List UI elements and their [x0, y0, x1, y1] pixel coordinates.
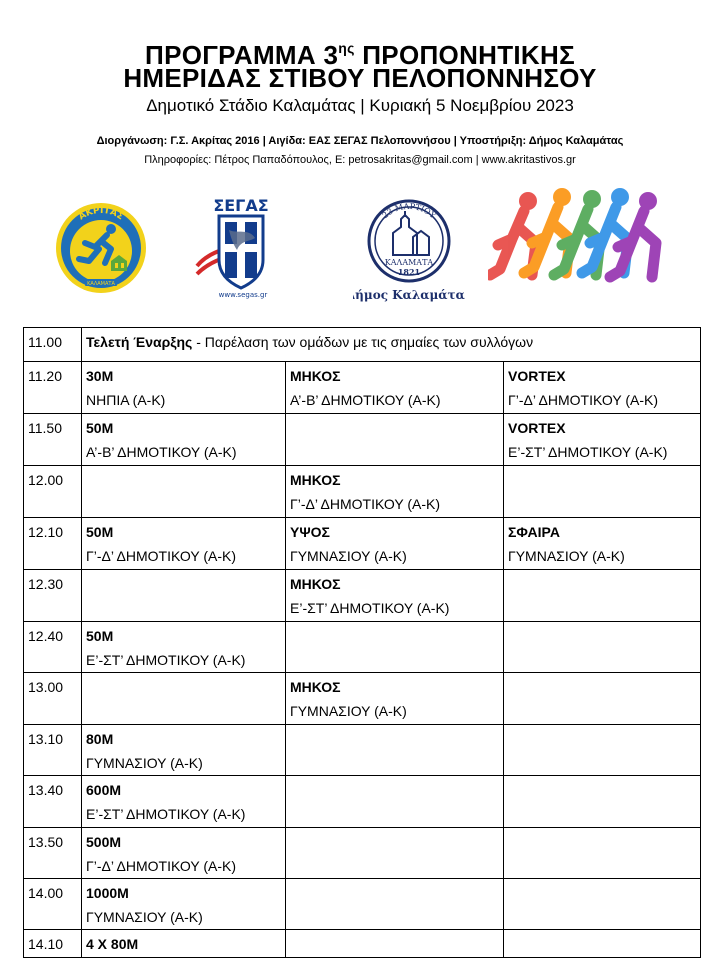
event-category: Ε’-ΣΤ’ ΔΗΜΟΤΙΚΟΥ (Α-Κ) [290, 600, 450, 616]
time-cell: 12.10 [24, 518, 82, 570]
event-cell [82, 518, 286, 570]
svg-text:ΑΚΡΙΤΑΣ: ΑΚΡΙΤΑΣ [77, 205, 125, 223]
segas-logo [193, 194, 285, 302]
svg-text:ΚΑΛΑΜΑΤΑ: ΚΑΛΑΜΑΤΑ [87, 281, 115, 287]
event-cell [504, 776, 701, 828]
event-cell [504, 828, 701, 879]
event-cell [286, 930, 504, 958]
event-name: 30Μ [86, 368, 114, 384]
event-category: ΓΥΜΝΑΣΙΟΥ (Α-Κ) [290, 548, 407, 564]
table-row [24, 879, 701, 930]
event-name: ΜΗΚΟΣ [290, 472, 341, 488]
event-cell [82, 930, 286, 958]
event-cell [504, 414, 701, 466]
time-cell: 13.50 [24, 828, 82, 879]
time-cell: 12.00 [24, 466, 82, 518]
time-cell: 12.40 [24, 622, 82, 673]
event-category: ΓΥΜΝΑΣΙΟΥ (Α-Κ) [86, 755, 203, 771]
contact-info-line: Πληροφορίες: Πέτρος Παπαδόπουλος, Ε: petrosakritas@gmail.com | www.akritastivos.gr [144, 154, 576, 166]
event-name: VORTEX [508, 368, 566, 384]
event-name: 80Μ [86, 731, 114, 747]
table-row [24, 570, 701, 622]
event-name: ΜΗΚΟΣ [290, 576, 341, 592]
event-cell [504, 362, 701, 414]
table-row [24, 622, 701, 673]
event-cell [286, 362, 504, 414]
event-cell [286, 828, 504, 879]
table-row [24, 414, 701, 466]
event-category: Γ’-Δ’ ΔΗΜΟΤΙΚΟΥ (Α-Κ) [508, 392, 658, 408]
event-name: 4 Χ 80Μ [86, 936, 139, 952]
event-category: ΓΥΜΝΑΣΙΟΥ (Α-Κ) [86, 909, 203, 925]
event-category: Ε’-ΣΤ’ ΔΗΜΟΤΙΚΟΥ (Α-Κ) [508, 444, 668, 460]
svg-text:ΣΕΓΑΣ: ΣΕΓΑΣ [213, 196, 269, 215]
event-name: 50Μ [86, 628, 114, 644]
organizers-line: Διοργάνωση: Γ.Σ. Ακρίτας 2016 | Αιγίδα: ΕΑΣ ΣΕΓΑΣ Πελοποννήσου | Υποστήριξη: Δήμος Καλαμάτας [96, 135, 624, 147]
time-cell: 11.20 [24, 362, 82, 414]
event-cell [504, 518, 701, 570]
table-row [24, 518, 701, 570]
event-name: 600Μ [86, 782, 122, 798]
event-cell [504, 466, 701, 518]
event-cell [82, 776, 286, 828]
event-category: ΝΗΠΙΑ (Α-Κ) [86, 392, 166, 408]
event-cell [504, 930, 701, 958]
event-cell [82, 362, 286, 414]
opening-title: Τελετή Έναρξης [86, 334, 193, 350]
event-cell [286, 776, 504, 828]
table-row-opening [24, 328, 701, 362]
svg-text:www.segas.gr: www.segas.gr [218, 291, 268, 299]
event-name: ΜΗΚΟΣ [290, 679, 341, 695]
event-name: ΣΦΑΙΡΑ [508, 524, 560, 540]
event-cell [82, 414, 286, 466]
runners-illustration [488, 183, 668, 303]
event-category: Γ’-Δ’ ΔΗΜΟΤΙΚΟΥ (Α-Κ) [290, 496, 440, 512]
event-category: Γ’-Δ’ ΔΗΜΟΤΙΚΟΥ (Α-Κ) [86, 548, 236, 564]
event-category: Γ’-Δ’ ΔΗΜΟΤΙΚΟΥ (Α-Κ) [86, 858, 236, 874]
table-row [24, 828, 701, 879]
event-cell [504, 725, 701, 776]
event-cell [286, 725, 504, 776]
event-category: Ε’-ΣΤ’ ΔΗΜΟΤΙΚΟΥ (Α-Κ) [86, 652, 246, 668]
event-category: ΓΥΜΝΑΣΙΟΥ (Α-Κ) [508, 548, 625, 564]
event-category: ΓΥΜΝΑΣΙΟΥ (Α-Κ) [290, 703, 407, 719]
event-cell [82, 466, 286, 518]
event-cell [286, 414, 504, 466]
event-name: 1000Μ [86, 885, 129, 901]
table-row [24, 362, 701, 414]
event-cell [504, 622, 701, 673]
time-cell: 11.00 [24, 328, 82, 362]
event-cell [286, 879, 504, 930]
time-cell: 12.30 [24, 570, 82, 622]
event-category: Α’-Β’ ΔΗΜΟΤΙΚΟΥ (Α-Κ) [290, 392, 441, 408]
event-name: VORTEX [508, 420, 566, 436]
opening-ceremony-cell [82, 328, 701, 362]
svg-text:1821: 1821 [397, 267, 421, 277]
time-cell: 14.00 [24, 879, 82, 930]
event-cell [286, 518, 504, 570]
table-row [24, 673, 701, 725]
event-category: Ε’-ΣΤ’ ΔΗΜΟΤΙΚΟΥ (Α-Κ) [86, 806, 246, 822]
svg-text:Δήμος Καλαμάτας: ήμος Καλαμάτας [355, 288, 465, 302]
schedule-table [23, 327, 701, 958]
time-cell: 13.00 [24, 673, 82, 725]
event-name: 50Μ [86, 524, 114, 540]
event-cell [82, 673, 286, 725]
table-row [24, 725, 701, 776]
table-row [24, 466, 701, 518]
event-cell [504, 673, 701, 725]
time-cell: 11.50 [24, 414, 82, 466]
event-cell [286, 622, 504, 673]
event-cell [286, 466, 504, 518]
event-cell [286, 673, 504, 725]
time-cell: 13.10 [24, 725, 82, 776]
table-row [24, 776, 701, 828]
event-cell [504, 570, 701, 622]
event-category: Α’-Β’ ΔΗΜΟΤΙΚΟΥ (Α-Κ) [86, 444, 237, 460]
akritas-logo [55, 199, 147, 297]
event-cell [82, 879, 286, 930]
event-name: 500Μ [86, 834, 122, 850]
svg-text:23 ΜΑΡΤΙΟΥ: 23 ΜΑΡΤΙΟΥ [380, 201, 438, 221]
event-name: 50Μ [86, 420, 114, 436]
event-cell [82, 570, 286, 622]
event-cell [286, 570, 504, 622]
opening-text: - Παρέλαση των ομάδων με τις σημαίες των συλλόγων [192, 334, 534, 350]
page-title-line2: ΗΜΕΡΙΔΑΣ ΣΤΙΒΟΥ ΠΕΛΟΠΟΝΝΗΣΟΥ [123, 63, 597, 93]
event-name: ΥΨΟΣ [290, 524, 330, 540]
time-cell: 13.40 [24, 776, 82, 828]
event-cell [82, 725, 286, 776]
svg-text:ΚΑΛΑΜΑΤΑ: ΚΑΛΑΜΑΤΑ [384, 258, 434, 267]
time-cell: 14.10 [24, 930, 82, 958]
event-name: ΜΗΚΟΣ [290, 368, 341, 384]
kalamata-logo [353, 197, 465, 305]
event-cell [504, 879, 701, 930]
event-cell [82, 828, 286, 879]
event-cell [82, 622, 286, 673]
page-title-line1: ΠΡΟΓΡΑΜΜΑ $3^{\eta\varsigma}$ ΠΡΟΠΟΝΗΤΙΚΗΣ [145, 40, 575, 70]
event-subtitle: Δημοτικό Στάδιο Καλαμάτας | Κυριακή 5 Νοεμβρίου 2023 [146, 96, 574, 115]
table-row [24, 930, 701, 958]
